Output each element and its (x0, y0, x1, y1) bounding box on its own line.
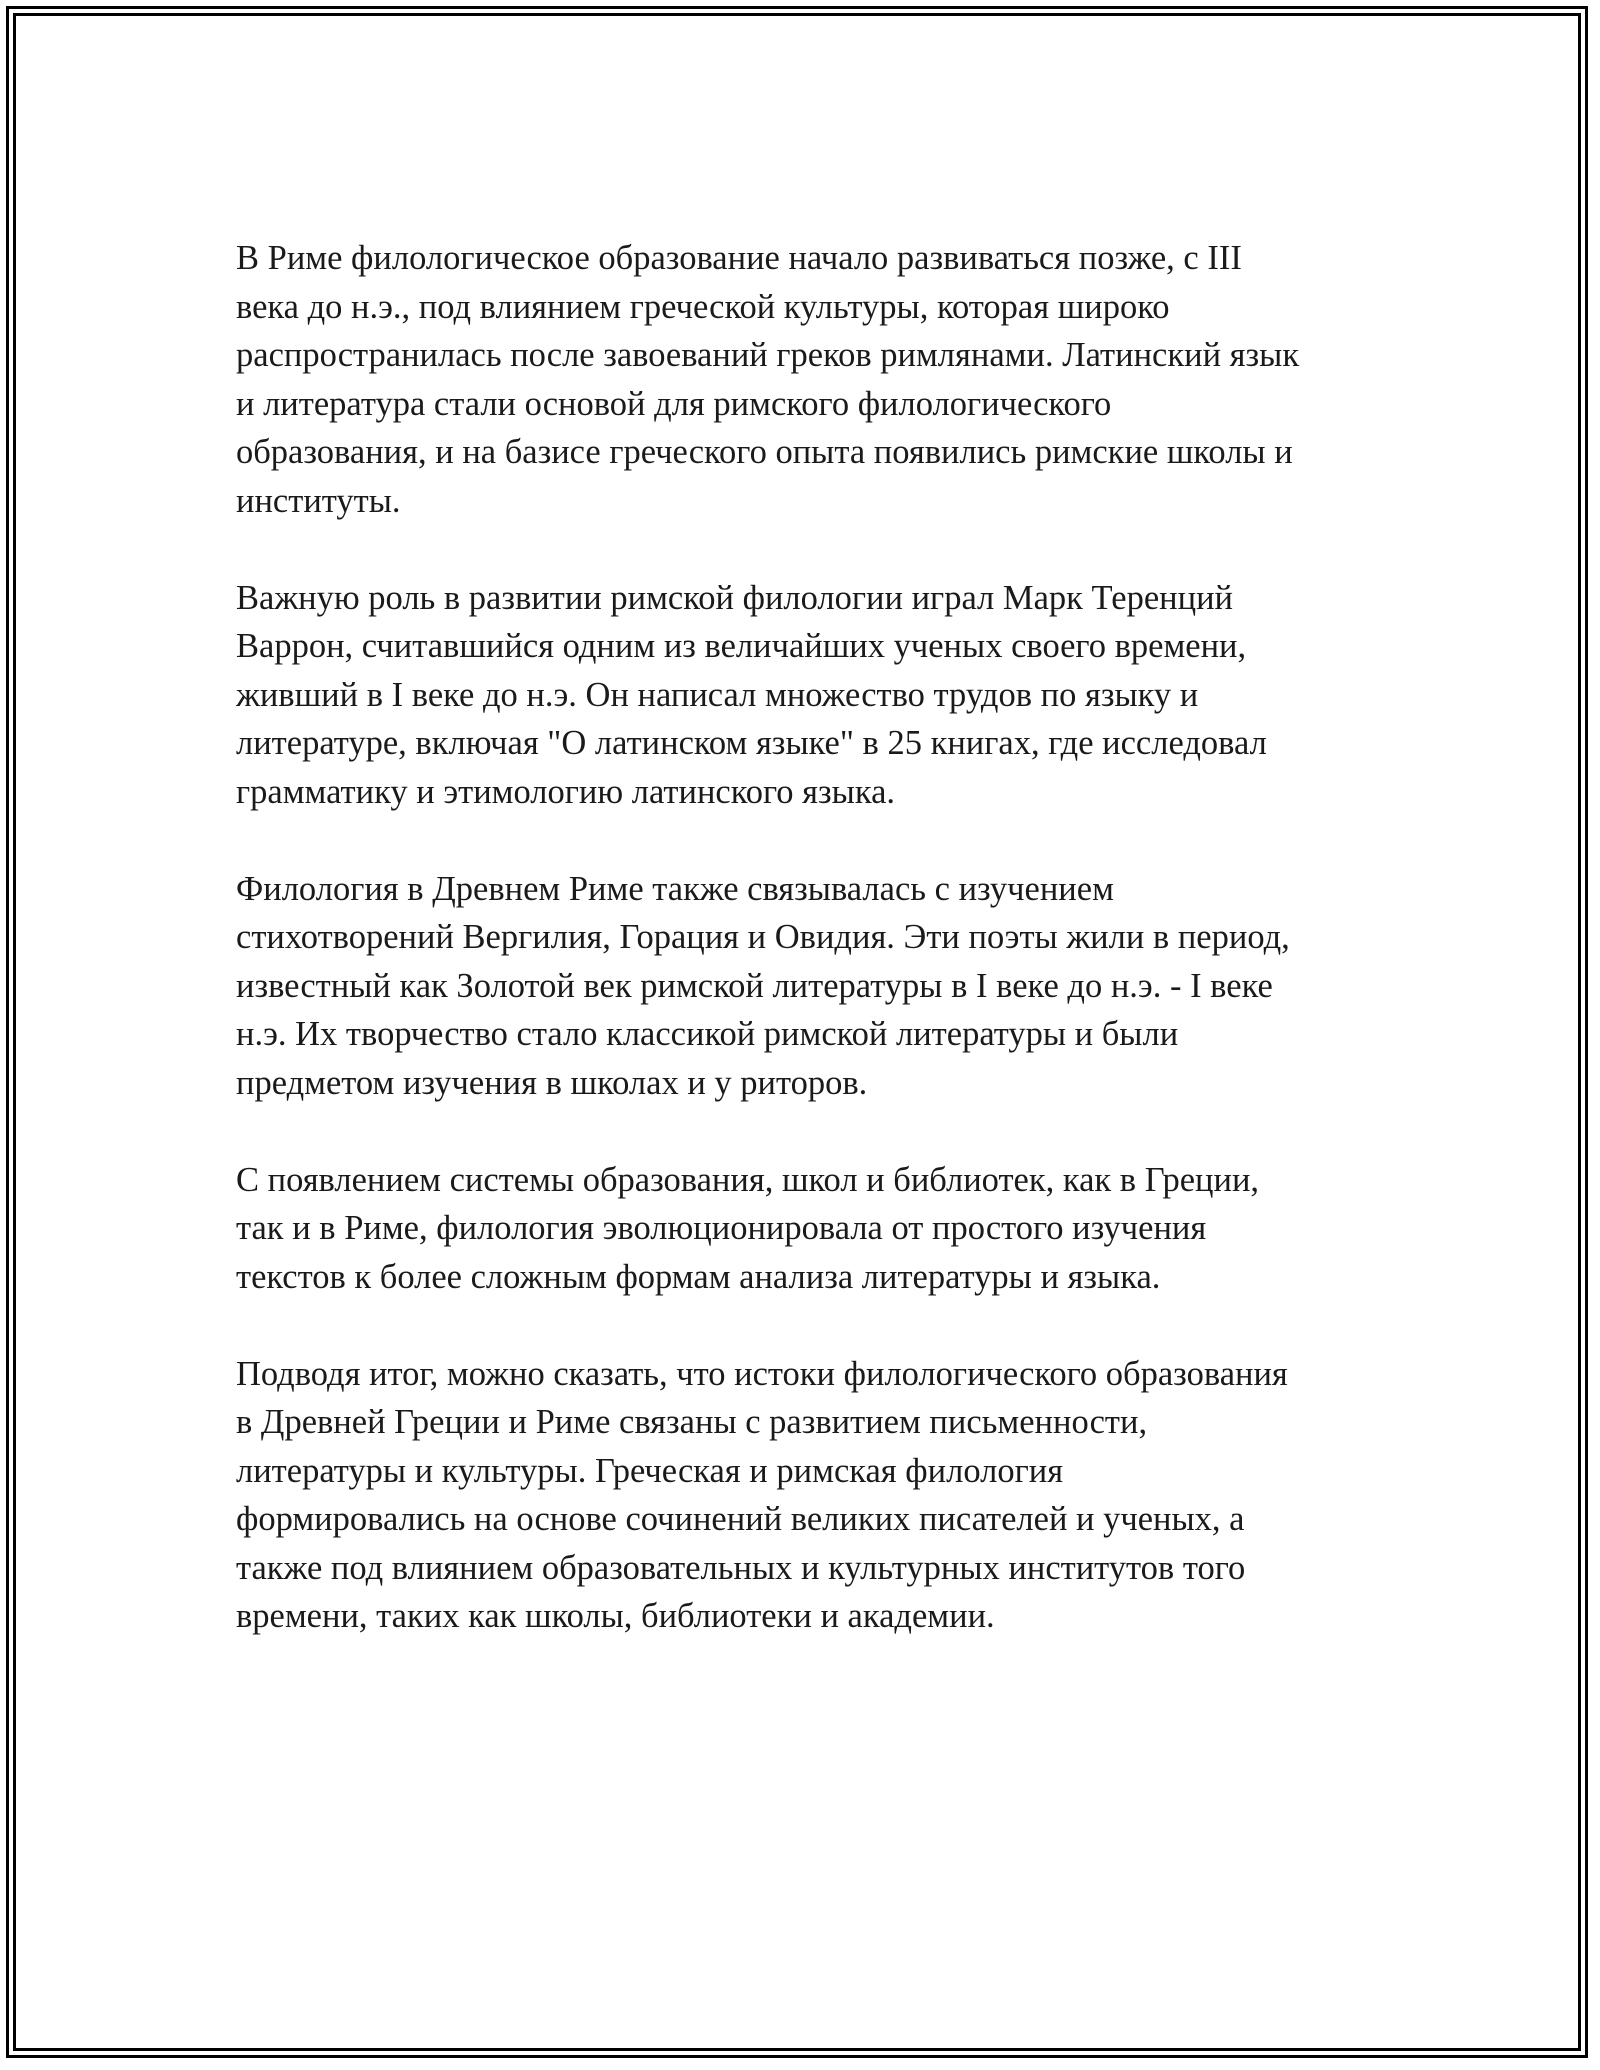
paragraph-rome-education (236, 234, 1386, 525)
text-line: и литература стали основой для римского филологического (236, 384, 1112, 423)
text-line: в Древней Греции и Риме связаны с развитием письменности, (236, 1403, 1148, 1441)
text-line: литературы и культуры. Греческая и римская филология (236, 1451, 1064, 1490)
paragraph-conclusion (236, 1350, 1386, 1641)
text-line: так и в Риме, филология эволюционировала от простого изучения (236, 1209, 1207, 1247)
paragraph-evolution (236, 1156, 1386, 1302)
text-line: литературе, включая "О латинском языке" в 25 книгах, где исследовал (236, 724, 1267, 762)
paragraph-poets (236, 865, 1386, 1108)
text-line: живший в I веке до н.э. Он написал множество трудов по языку и (236, 675, 1199, 714)
text-line: грамматику и этимологию латинского языка. (236, 772, 896, 811)
paragraph-varro (236, 574, 1386, 817)
text-line: образования, и на базисе греческого опыта появились римские школы и (236, 433, 1293, 471)
document-body (236, 234, 1386, 1641)
text-line: С появлением системы образования, школ и библиотек, как в Греции, (236, 1160, 1260, 1199)
text-line: также под влиянием образовательных и культурных институтов того (236, 1548, 1246, 1587)
text-line: формировались на основе сочинений великих писателей и ученых, а (236, 1500, 1245, 1538)
text-line: н.э. Их творчество стало классикой римской литературы и были (236, 1015, 1179, 1053)
text-line: известный как Золотой век римской литературы в I веке до н.э. - I веке (236, 966, 1273, 1005)
text-line: века до н.э., под влиянием греческой культуры, которая широко (236, 287, 1170, 326)
text-line: предметом изучения в школах и у риторов. (236, 1063, 868, 1102)
text-line: В Риме филологическое образование начало развиваться позже, с III (236, 239, 1242, 277)
text-line: текстов к более сложным формам анализа литературы и языка. (236, 1257, 1161, 1296)
text-line: стихотворений Вергилия, Горация и Овидия. Эти поэты жили в период, (236, 918, 1290, 956)
text-line: Важную роль в развитии римской филологии играл Марк Теренций (236, 578, 1234, 617)
text-line: Подводя итог, можно сказать, что истоки филологического образования (236, 1354, 1288, 1393)
text-line: Филология в Древнем Риме также связывалась с изучением (236, 869, 1114, 908)
text-line: Варрон, считавшийся одним из величайших ученых своего времени, (236, 627, 1247, 665)
text-line: распространилась после завоеваний греков римлянами. Латинский язык (236, 336, 1300, 374)
text-line: времени, таких как школы, библиотеки и академии. (236, 1597, 995, 1635)
text-line: институты. (236, 481, 401, 520)
